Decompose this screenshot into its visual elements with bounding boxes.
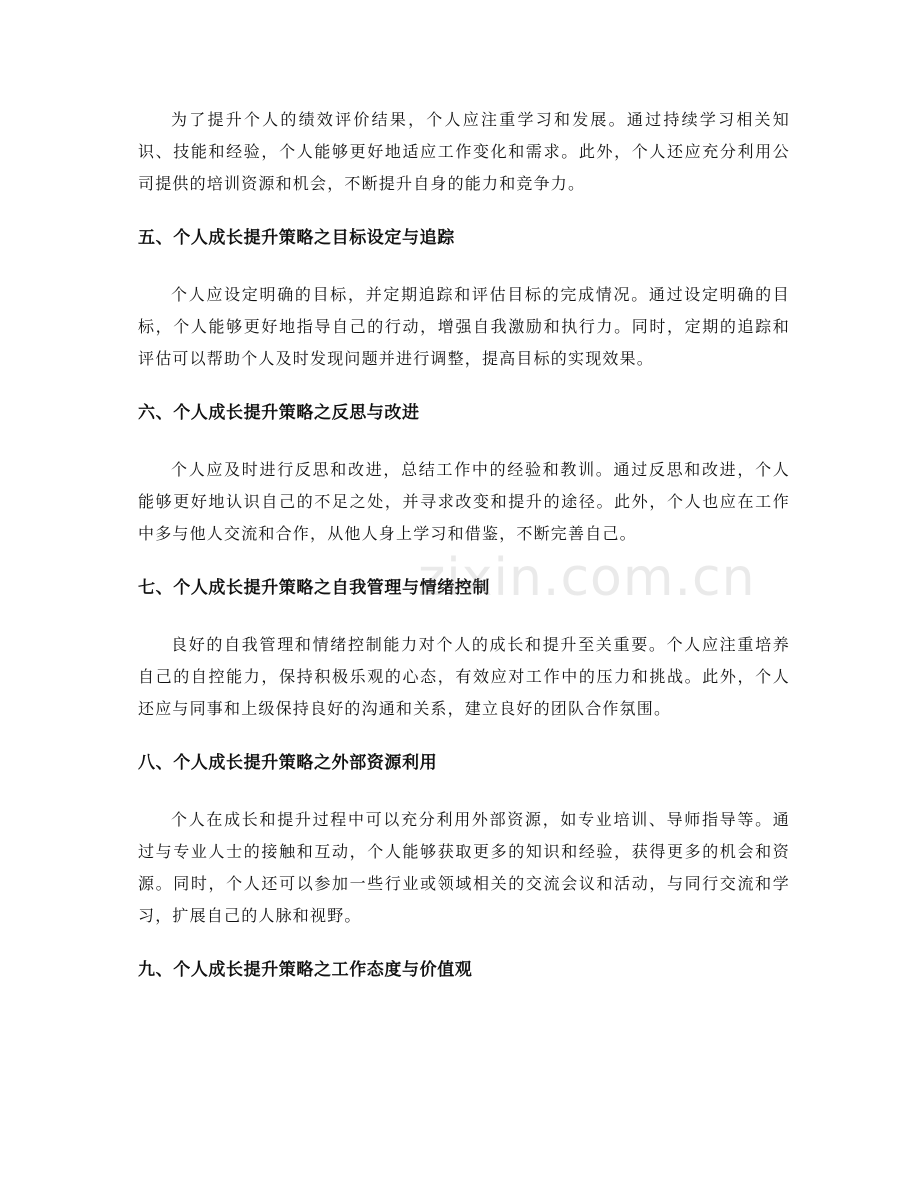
paragraph-self-management: 良好的自我管理和情绪控制能力对个人的成长和提升至关重要。个人应注重培养自己的自控能力，保持积极乐观的心态，有效应对工作中的压力和挑战。此外，个人还应与同事和上级保持良好的沟通和关系，建立良好的团队合作氛围。 — [138, 635, 790, 718]
paragraph-external-resources: 个人在成长和提升过程中可以充分利用外部资源，如专业培训、导师指导等。通过与专业人士的接触和互动，个人能够获取更多的知识和经验，获得更多的机会和资源。同时，个人还可以参加一些行业或领域相关的交流会议和活动，与同行交流和学习，扩展自己的人脉和视野。 — [138, 810, 790, 925]
document-page — [138, 104, 790, 986]
heading-external-resources: 八、个人成长提升策略之外部资源利用 — [138, 753, 438, 773]
paragraph-reflection: 个人应及时进行反思和改进，总结工作中的经验和教训。通过反思和改进，个人能够更好地认识自己的不足之处，并寻求改变和提升的途径。此外，个人也应在工作中多与他人交流和合作，从他人身上学习和借鉴，不断完善自己。 — [138, 460, 790, 543]
paragraph-goal-setting: 个人应设定明确的目标，并定期追踪和评估目标的完成情况。通过设定明确的目标，个人能够更好地指导自己的行动，增强自我激励和执行力。同时，定期的追踪和评估可以帮助个人及时发现问题并进行调整，提高目标的实现效果。 — [138, 285, 790, 368]
paragraph-learning-development: 为了提升个人的绩效评价结果，个人应注重学习和发展。通过持续学习相关知识、技能和经验，个人能够更好地适应工作变化和需求。此外，个人还应充分利用公司提供的培训资源和机会，不断提升自身的能力和竞争力。 — [138, 110, 790, 193]
heading-work-attitude: 九、个人成长提升策略之工作态度与价值观 — [138, 960, 473, 980]
heading-goal-setting: 五、个人成长提升策略之目标设定与追踪 — [138, 228, 455, 248]
watermark: zixin.com.cn — [418, 548, 756, 608]
heading-self-management: 七、个人成长提升策略之自我管理与情绪控制 — [138, 578, 490, 598]
heading-reflection: 六、个人成长提升策略之反思与改进 — [138, 403, 420, 423]
